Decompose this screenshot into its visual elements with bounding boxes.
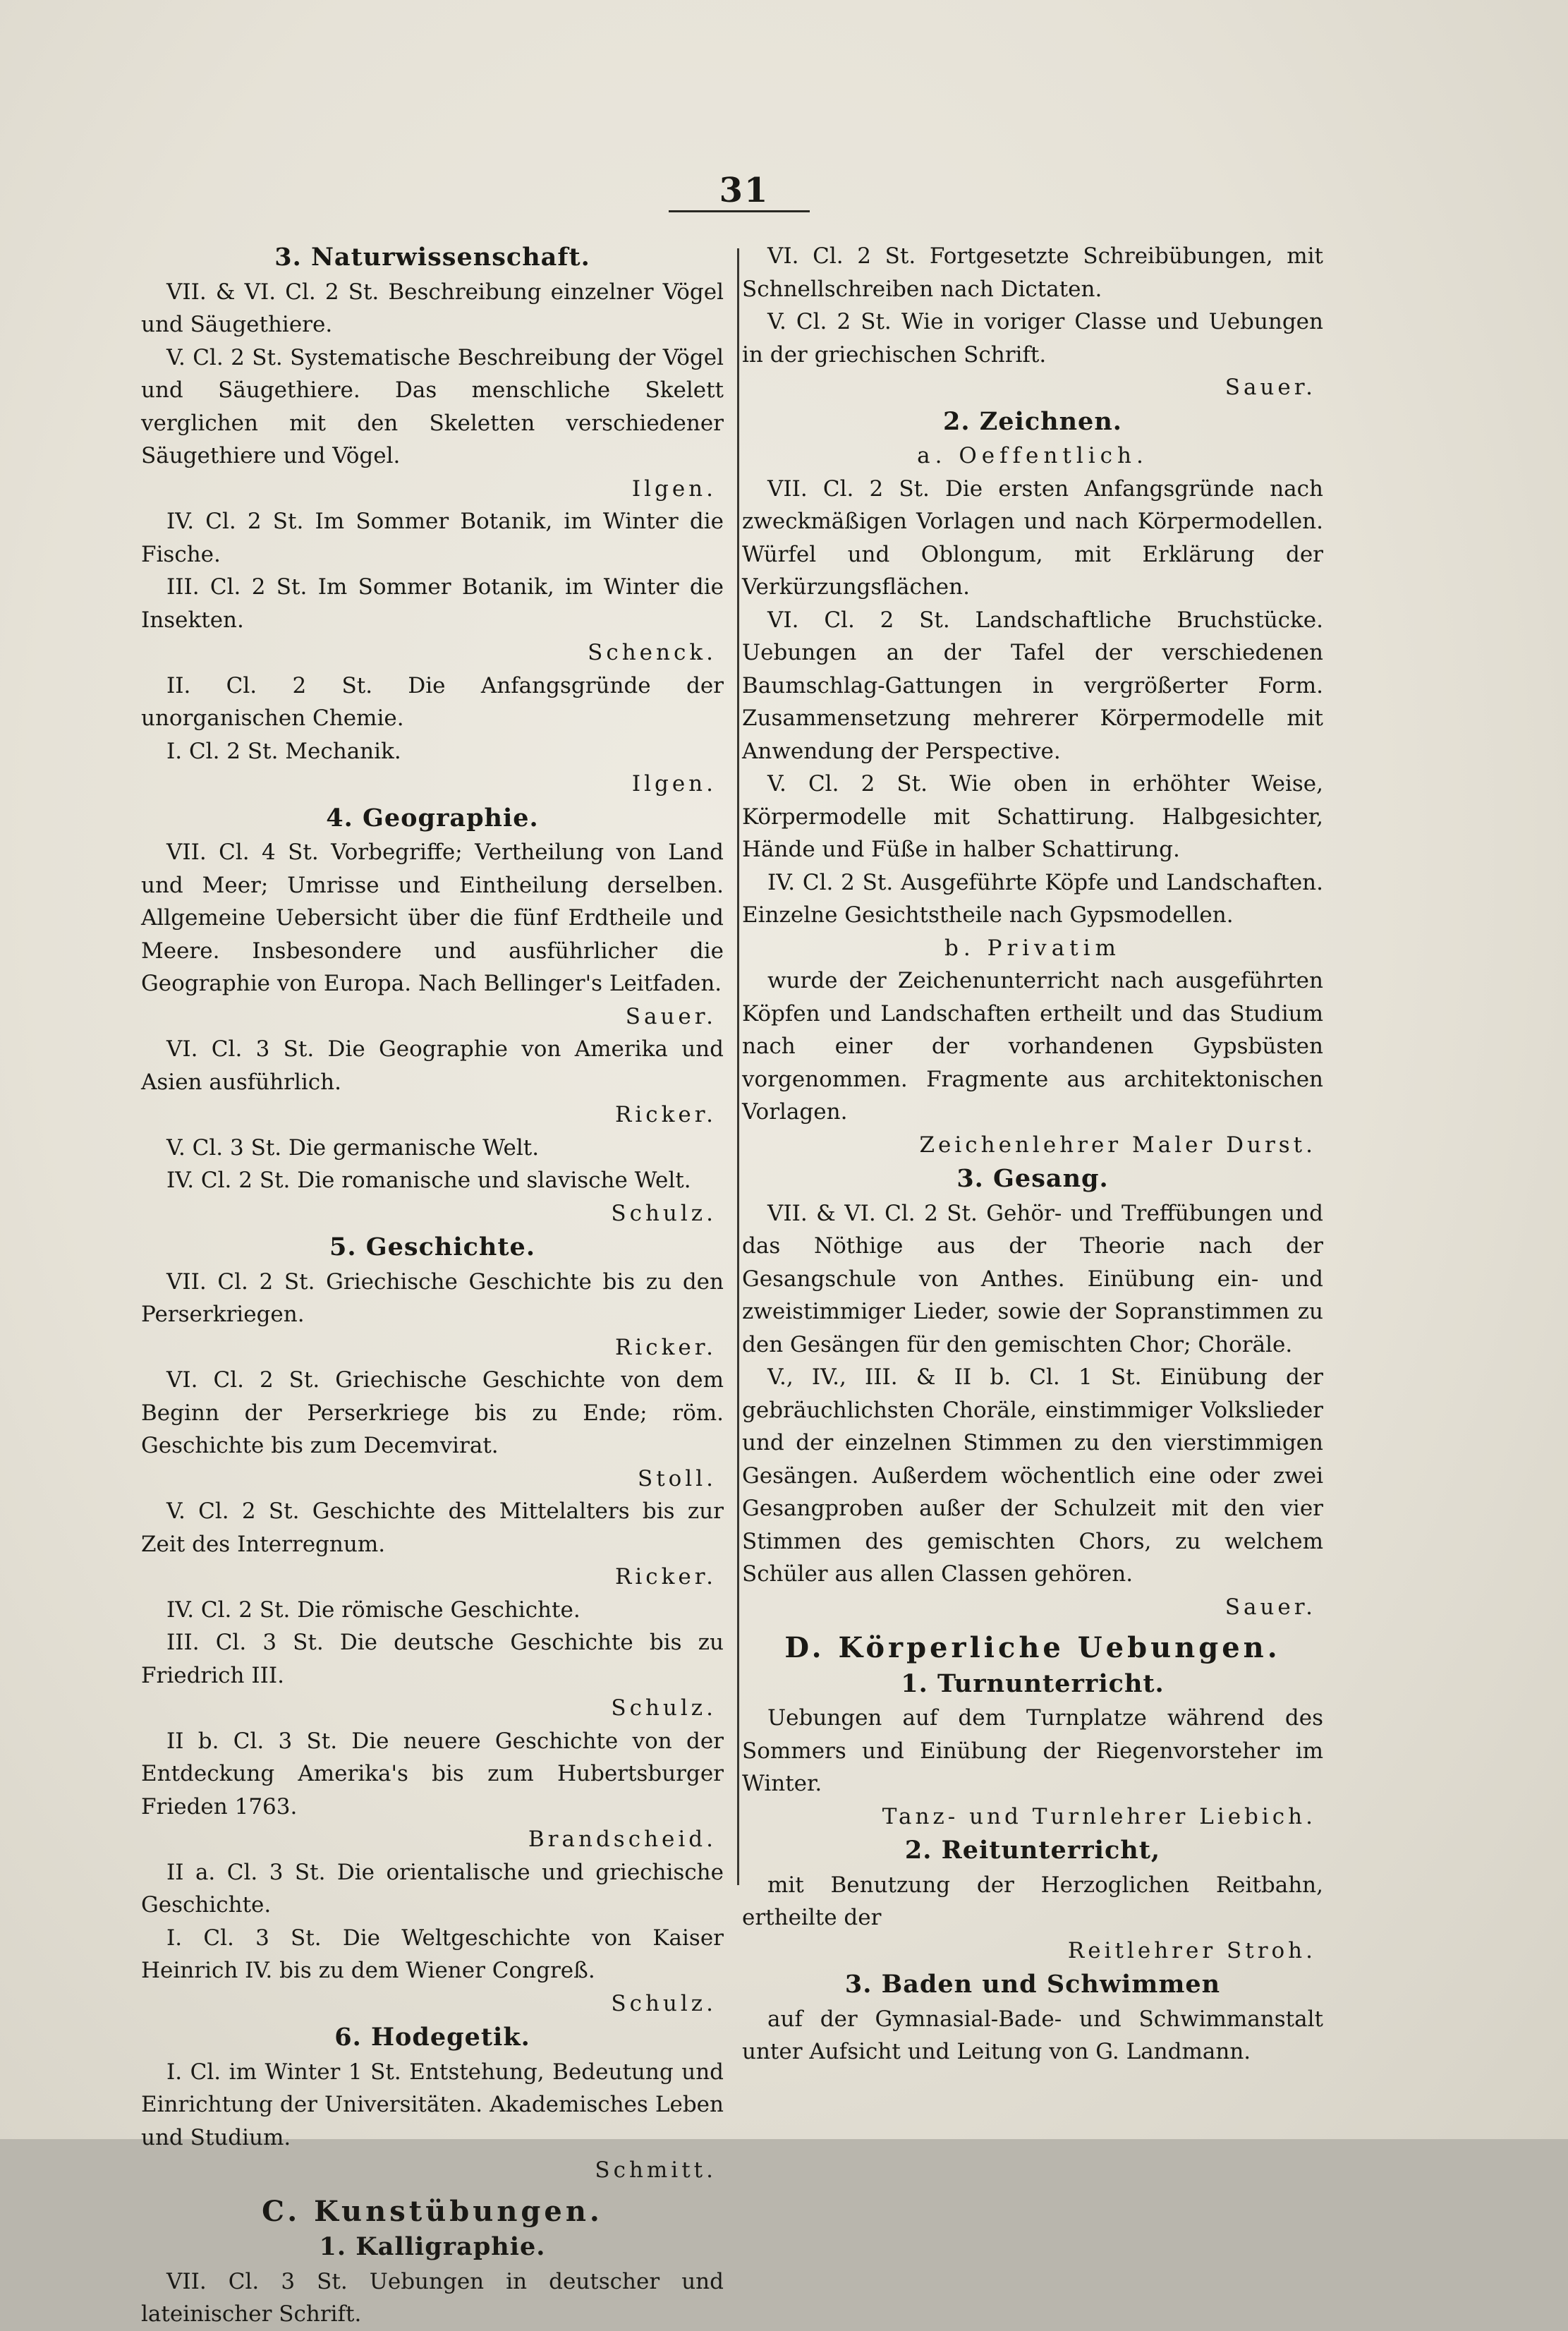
section-heading-turnunterricht: 1. Turnunterricht. <box>901 1669 1165 1698</box>
subsection-heading-privatim: b. Privatim <box>944 935 1121 961</box>
teacher-signature: Ilgen. <box>631 771 717 797</box>
paragraph: IV. Cl. 2 St. Im Sommer Botanik, im Winter die Fische. <box>141 509 724 567</box>
teacher-signature: Sauer. <box>1224 375 1316 400</box>
paragraph: IV. Cl. 2 St. Ausgeführte Köpfe und Landschaften. Einzelne Gesichtstheile nach Gypsmodellen. <box>742 869 1323 928</box>
paragraph: I. Cl. 3 St. Die Weltgeschichte von Kaiser Heinrich IV. bis zu dem Wiener Congreß. <box>141 1925 724 1983</box>
paragraph: VI. Cl. 3 St. Die Geographie von Amerika und Asien ausführlich. <box>141 1036 724 1095</box>
header-rule <box>669 210 810 212</box>
paragraph: I. Cl. im Winter 1 St. Entstehung, Bedeutung und Einrichtung der Universitäten. Akademisches Leben und Studium. <box>141 2059 724 2150</box>
section-heading-naturwissenschaft: 3. Naturwissenschaft. <box>274 243 590 272</box>
page-number: 31 <box>719 171 770 210</box>
paragraph: VI. Cl. 2 St. Fortgesetzte Schreibübungen, mit Schnellschreiben nach Dictaten. <box>742 243 1323 302</box>
paragraph: VII. Cl. 4 St. Vorbegriffe; Vertheilung von Land und Meer; Umrisse und Eintheilung derselben. Allgemeine Uebersicht über die fünf Erdtheile und Meere. Insbesondere und ausführlicher die Geographie von Europa. Nach Bellinger's Leitfaden. <box>141 840 724 996</box>
paragraph: wurde der Zeichenunterricht nach ausgeführten Köpfen und Landschaften ertheilt und das Studium nach einer der vorhandenen Gypsbüsten vorgenommen. Fragmente aus architektonischen Vorlagen. <box>742 968 1323 1125</box>
paragraph: VI. Cl. 2 St. Griechische Geschichte von dem Beginn der Perserkriege bis zu Ende; röm. Geschichte bis zum Decemvirat. <box>141 1367 724 1458</box>
paragraph: IV. Cl. 2 St. Die römische Geschichte. <box>166 1597 581 1623</box>
paragraph: I. Cl. 2 St. Mechanik. <box>166 738 401 764</box>
teacher-signature: Schmitt. <box>595 2157 717 2183</box>
paragraph: III. Cl. 3 St. Die deutsche Geschichte bis zu Friedrich III. <box>141 1630 724 1688</box>
section-heading-gesang: 3. Gesang. <box>956 1164 1109 1193</box>
teacher-signature: Sauer. <box>625 1003 717 1029</box>
teacher-signature: Ricker. <box>614 1102 717 1127</box>
teacher-signature: Reitlehrer Stroh. <box>1067 1937 1316 1963</box>
paragraph: VII. Cl. 2 St. Griechische Geschichte bis zu den Perserkriegen. <box>141 1269 724 1327</box>
section-heading-kalligraphie: 1. Kalligraphie. <box>319 2232 546 2261</box>
paragraph: V., IV., III. & II b. Cl. 1 St. Einübung der gebräuchlichsten Choräle, einstimmiger Volkslieder und der einzelnen Stimmen zu den vierstimmigen Gesängen. Außerdem wöchentlich eine oder zwei Gesangproben außer der Schulzeit mit den vier Stimmen des gemischten Chors, zu welchem Schüler aus allen Classen gehören. <box>742 1364 1323 1587</box>
paragraph: III. Cl. 2 St. Im Sommer Botanik, im Winter die Insekten. <box>141 574 724 633</box>
teacher-signature: Ricker. <box>614 1564 717 1590</box>
section-heading-baden-schwimmen: 3. Baden und Schwimmen <box>844 1970 1221 1999</box>
section-heading-hodegetik: 6. Hodegetik. <box>334 2023 530 2052</box>
paragraph: mit Benutzung der Herzoglichen Reitbahn, ertheilte der <box>742 1872 1323 1930</box>
section-heading-geschichte: 5. Geschichte. <box>329 1233 536 1261</box>
right-column <box>742 240 1323 2069</box>
left-column <box>141 240 724 2331</box>
paragraph: VI. Cl. 2 St. Landschaftliche Bruchstücke. Uebungen an der Tafel der verschiedenen Baumschlag-Gattungen in vergrößerter Form. Zusammensetzung mehrerer Körpermodelle mit Anwendung der Perspective. <box>742 607 1323 764</box>
subsection-heading-oeffentlich: a. Oeffentlich. <box>917 443 1148 468</box>
column-divider <box>737 248 739 1885</box>
paragraph: V. Cl. 2 St. Geschichte des Mittelalters bis zur Zeit des Interregnum. <box>141 1498 724 1557</box>
paragraph: II a. Cl. 3 St. Die orientalische und griechische Geschichte. <box>141 1859 724 1918</box>
paragraph: VII. Cl. 3 St. Uebungen in deutscher und lateinischer Schrift. <box>141 2268 724 2327</box>
teacher-signature: Zeichenlehrer Maler Durst. <box>919 1132 1316 1158</box>
paragraph: VII. Cl. 2 St. Die ersten Anfangsgründe nach zweckmäßigen Vorlagen und nach Körpermodellen. Würfel und Oblongum, mit Erklärung der Verkürzungsflächen. <box>742 476 1323 600</box>
teacher-signature: Tanz- und Turnlehrer Liebich. <box>882 1803 1316 1829</box>
paragraph: V. Cl. 2 St. Wie oben in erhöhter Weise, Körpermodelle mit Schattirung. Halbgesichter, Hände und Füße in halber Schattirung. <box>742 771 1323 862</box>
major-heading-koerperliche-uebungen: D. Körperliche Uebungen. <box>784 1631 1281 1664</box>
teacher-signature: Schulz. <box>611 1200 717 1226</box>
teacher-signature: Brandscheid. <box>528 1827 717 1852</box>
paragraph: V. Cl. 2 St. Wie in voriger Classe und Uebungen in der griechischen Schrift. <box>742 309 1323 368</box>
major-heading-kunstuebungen: C. Kunstübungen. <box>262 2194 603 2228</box>
teacher-signature: Schenck. <box>588 640 717 665</box>
paragraph: V. Cl. 2 St. Systematische Beschreibung der Vögel und Säugethiere. Das menschliche Skelett verglichen mit den Skeletten verschiedener Säugethiere und Vögel. <box>141 344 724 468</box>
section-heading-reitunterricht: 2. Reitunterricht, <box>904 1836 1161 1865</box>
paragraph: VII. & VI. Cl. 2 St. Gehör- und Treffübungen und das Nöthige aus der Theorie nach der Gesangschule von Anthes. Einübung ein- und zweistimmiger Lieder, sowie der Sopranstimmen zu den Gesängen für den gemischten Chor; Choräle. <box>742 1200 1323 1357</box>
teacher-signature: Stoll. <box>637 1465 717 1491</box>
paragraph: auf der Gymnasial-Bade- und Schwimmanstalt unter Aufsicht und Leitung von G. Landmann. <box>742 2006 1323 2064</box>
paragraph: II. Cl. 2 St. Die Anfangsgründe der unorganischen Chemie. <box>141 672 724 731</box>
section-heading-zeichnen: 2. Zeichnen. <box>943 406 1122 436</box>
teacher-signature: Schulz. <box>611 1695 717 1721</box>
teacher-signature: Ricker. <box>614 1334 717 1360</box>
paragraph: V. Cl. 3 St. Die germanische Welt. <box>166 1134 540 1161</box>
teacher-signature: Sauer. <box>1224 1594 1316 1620</box>
section-heading-geographie: 4. Geographie. <box>326 803 539 832</box>
teacher-signature: Schulz. <box>611 1990 717 2016</box>
paragraph: VII. & VI. Cl. 2 St. Beschreibung einzelner Vögel und Säugethiere. <box>141 279 724 337</box>
paragraph: Uebungen auf dem Turnplatze während des Sommers und Einübung der Riegenvorsteher im Winter. <box>742 1705 1323 1796</box>
paragraph: IV. Cl. 2 St. Die romanische und slavische Welt. <box>166 1168 691 1193</box>
paragraph: II b. Cl. 3 St. Die neuere Geschichte von der Entdeckung Amerika's bis zum Hubertsburger Frieden 1763. <box>141 1728 724 1820</box>
teacher-signature: Ilgen. <box>631 476 717 502</box>
